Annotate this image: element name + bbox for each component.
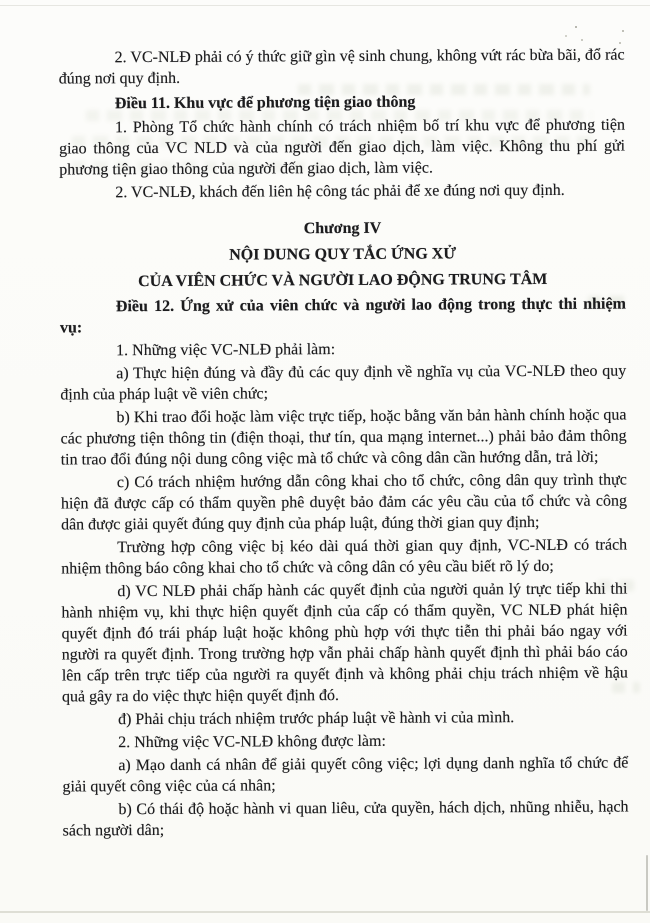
paragraph-12-must-do: 1. Những việc VC-NLĐ phải làm:: [116, 341, 336, 360]
paragraph-11-clause-2: 2. VC-NLĐ, khách đến liên hệ công tác phải để xe đúng nơi quy định.: [115, 181, 565, 202]
scan-speckles: [575, 26, 577, 28]
article-12-heading: Điều 12. Ứng xử của viên chức và người lao động trong thực thi nhiệm vụ:: [59, 295, 626, 337]
paragraph-12-must-do-d: d) VC NLĐ phải chấp hành các quyết định của người quản lý trực tiếp khi thi hành nhiệm vụ, khi thực hiện quyết định của cấp có thẩm quyền, VC NLĐ phát hiện quyết định đó trái pháp luật hoặc không phù hợp với thực tiễn thi phải báo ngay với người ra quyết định. Trong trường hợp vẫn phải chấp hành quyết định thì phải báo cáo lên cấp trên trực tiếp của người ra quyết định và không phải chịu trách nhiệm về hậu quả gây ra do việc thực hiện quyết định đó.: [61, 580, 628, 706]
scan-edge-smudge: [646, 855, 648, 911]
scan-edge-line-bottom: [0, 911, 650, 913]
paragraph-12-must-do-b: b) Khi trao đổi hoặc làm việc trực tiếp, hoặc bằng văn bản hành chính hoặc qua các phương tiện thông tin (điện thoại, thư tín, qua mạng internet...) phải bảo đảm thông tin trao đổi đúng nội dung công việc mà tổ chức và công dân cần hướng dẫn, trả lời;: [60, 406, 627, 469]
document-body: [59, 45, 629, 844]
chapter-title-line-1: NỘI DUNG QUY TẮC ỨNG XỬ: [229, 245, 457, 264]
paragraph-12-forbidden-a: a) Mạo danh cá nhân để giải quyết công việc; lợi dụng danh nghĩa tổ chức để giải quyết công việc của cá nhân;: [62, 754, 629, 796]
paragraph-12-must-do-c: c) Có trách nhiệm hướng dẫn công khai cho tổ chức, công dân quy trình thực hiện đã được cấp có thẩm quyền phê duyệt bảo đảm các yêu cầu của tổ chức và công dân được giải quyết đúng quy định của pháp luật, đúng thời gian quy định;: [60, 471, 627, 534]
paragraph-12-must-do-a: a) Thực hiện đúng và đầy đủ các quy định về nghĩa vụ của VC-NLĐ theo quy định của pháp luật về viên chức;: [60, 362, 627, 404]
article-11-heading: Điều 11. Khu vực để phương tiện giao thông: [114, 93, 416, 113]
scan-edge-line-top: [0, 5, 650, 6]
paragraph-12-must-do-c-cont: Trường hợp công việc bị kéo dài quá thời gian quy định, VC-NLĐ có trách nhiệm thông báo công khai cho tổ chức và công dân có yêu cầu biết rõ lý do;: [61, 536, 628, 578]
paragraph-12-forbidden: 2. Những việc VC-NLĐ không được làm:: [118, 732, 386, 752]
paragraph-12-must-do-dd: đ) Phải chịu trách nhiệm trước pháp luật về hành vi của mình.: [118, 709, 515, 729]
chapter-title-line-2: CỦA VIÊN CHỨC VÀ NGƯỜI LAO ĐỘNG TRUNG TÂM: [138, 270, 548, 291]
paragraph-12-forbidden-b: b) Có thái độ hoặc hành vi quan liêu, cửa quyền, hách dịch, nhũng nhiễu, hạch sách người dân;: [62, 798, 629, 840]
paragraph-sanitation-rule: 2. VC-NLĐ phải có ý thức giữ gìn vệ sinh chung, không vứt rác bừa bãi, đổ rác đúng nơi quy định.: [58, 46, 625, 88]
paragraph-11-clause-1: 1. Phòng Tổ chức hành chính có trách nhiệm bố trí khu vực để phương tiện giao thông của VC NLD và của người đến giao dịch, làm việc. Không thu phí gửi phương tiện giao thông của người đến giao dịch, làm việc.: [59, 116, 626, 179]
chapter-number: Chương IV: [303, 219, 382, 238]
